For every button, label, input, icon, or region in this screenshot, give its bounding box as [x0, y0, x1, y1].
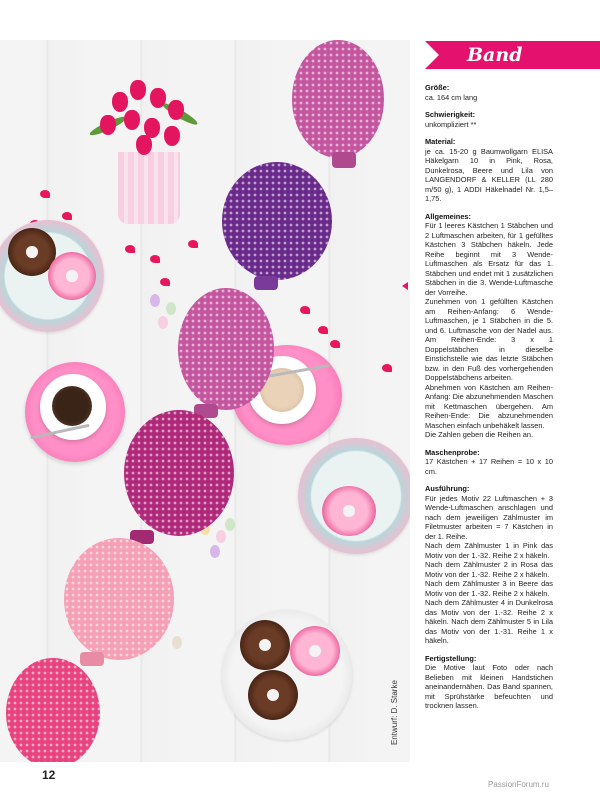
section-paragraph: ca. 164 cm lang	[425, 92, 478, 102]
petal	[330, 340, 340, 348]
section-paragraph: Die Motive laut Foto oder nach Belieben mit kleinen Handstichen aneinandernähen. Das Band spannen, mit Sprühstärke befeuchten und trocknen lassen.	[425, 663, 553, 710]
pink-donut	[48, 252, 96, 300]
easter-egg	[216, 530, 226, 543]
page-number: 12	[42, 768, 56, 782]
tulip	[168, 100, 184, 120]
easter-egg	[150, 294, 160, 307]
instructions-column	[425, 83, 553, 719]
section-paragraph: Für 1 leeres Kästchen 1 Stäbchen und 2 Luftmaschen arbeiten, für 1 gefülltes Kästchen 3 Stäbchen häkeln. Jede Reihe beginnt mit 3 Wende-Luftmaschen als Ersatz für das 1. Stäbchen und endet mit 1 zusätzlichen Stäbchen in die 3. Wende-Luftmasche der Vorreihe.	[425, 221, 553, 297]
petal	[150, 255, 160, 263]
instruction-section	[425, 654, 553, 711]
section-title: Größe:	[425, 83, 450, 92]
section-body	[425, 120, 553, 130]
crochet-motif-pink	[6, 658, 100, 762]
easter-egg	[158, 316, 168, 329]
easter-egg	[225, 518, 235, 531]
crochet-motif-lila	[222, 162, 332, 280]
crochet-link	[332, 152, 356, 168]
section-paragraph: Nach dem Zählmuster 3 in Beere das Motiv von der 1.-32. Reihe 2 x häkeln.	[425, 579, 553, 598]
easter-egg	[166, 302, 176, 315]
section-paragraph: Nach dem Zählmuster 2 in Rosa das Motiv von der 1.-32. Reihe 2 x häkeln.	[425, 560, 553, 579]
pink-donut	[322, 486, 376, 536]
crochet-link	[80, 652, 104, 666]
product-photo	[0, 40, 410, 762]
tulip	[130, 80, 146, 100]
pink-donut	[290, 626, 340, 676]
watermark: PassionForum.ru	[488, 780, 549, 789]
instruction-section	[425, 212, 553, 440]
instruction-section	[425, 137, 553, 204]
tulip	[100, 115, 116, 135]
section-paragraph: unkompliziert **	[425, 119, 477, 129]
section-body	[425, 663, 553, 711]
chocolate-donut	[240, 620, 290, 670]
page-title: Band	[467, 44, 523, 66]
easter-egg	[172, 636, 182, 649]
petal	[62, 212, 72, 220]
section-paragraph: je ca. 15-20 g Baumwollgarn ELISA Häkelgarn 10 in Pink, Rosa, Dunkelrosa, Beere und Lila von LANGENDORF & KELLER (LL 280 m/50 g), 1 ADDI Häkelnadel Nr. 1,5–1,75.	[425, 146, 553, 203]
petal	[40, 190, 50, 198]
instruction-section	[425, 110, 553, 129]
section-paragraph: Nach dem Zählmuster 4 in Dunkelrosa das Motiv von der 1.-32. Reihe 2 x häkeln. Nach dem Zählmuster 5 in Lila das Motiv von der 1.-31. Reihe 1 x häkeln.	[425, 598, 553, 645]
crochet-motif-dunkelrosa	[178, 288, 274, 410]
section-paragraph: Nach dem Zählmuster 1 in Pink das Motiv von der 1.-32. Reihe 2 x häkeln.	[425, 541, 553, 560]
petal	[160, 278, 170, 286]
tulip	[164, 126, 180, 146]
tulip	[124, 110, 140, 130]
section-paragraph: Zunehmen von 1 gefüllten Kästchen am Reihen-Anfang: 6 Wende-Luftmaschen, je 1 Stäbchen in die 5. und 6. Luftmasche von der Nadel aus. Am Reihen-Ende: 3 x 1 Doppelstäbchen in dieselbe Einstichstelle wie das letzte Stäbchen bzw. in den Fuß des vorhergehenden Doppelstäbchens arbeiten.	[425, 297, 553, 382]
section-body	[425, 457, 553, 476]
tulip	[112, 92, 128, 112]
section-paragraph: Die Zahlen geben die Reihen an.	[425, 430, 534, 439]
section-body	[425, 93, 553, 103]
section-title: Fertigstellung:	[425, 653, 477, 663]
crochet-motif-beere	[124, 410, 234, 536]
vase	[118, 152, 180, 224]
crochet-link	[254, 276, 278, 290]
section-title: Schwierigkeit:	[425, 110, 476, 119]
petal	[188, 240, 198, 248]
crochet-motif-rosa	[64, 538, 174, 660]
section-paragraph: Für jedes Motiv 22 Luftmaschen + 3 Wende-Luftmaschen anschlagen und nach dem jeweiligen Zählmuster im Filetmuster arbeiten = 7 Kästchen in der 1. Reihe.	[425, 493, 553, 541]
petal	[300, 306, 310, 314]
section-title: Maschenprobe:	[425, 447, 480, 457]
photo-credit: Entwurf: D. Starke	[390, 680, 399, 745]
section-body	[425, 147, 553, 204]
chocolate-donut	[248, 670, 298, 720]
instruction-section	[425, 484, 553, 646]
section-title: Allgemeines:	[425, 211, 472, 221]
crochet-motif-dunkelrosa	[292, 40, 384, 158]
petal	[125, 245, 135, 253]
section-paragraph: Abnehmen von Kästchen am Reihen-Anfang: Die abzunehmenden Maschen mit Kettmaschen übergehen. Am Reihen-Ende: Die abzunehmenden Maschen einfach unbehäkelt lassen.	[425, 382, 553, 430]
instruction-section	[425, 83, 553, 102]
tulip	[150, 88, 166, 108]
section-body	[425, 221, 553, 440]
instruction-section	[425, 448, 553, 477]
section-body	[425, 494, 553, 646]
petal	[382, 364, 392, 372]
petal	[318, 326, 328, 334]
easter-egg	[210, 545, 220, 558]
section-title: Ausführung:	[425, 484, 470, 493]
section-title: Material:	[425, 137, 456, 146]
column-marker-icon	[402, 282, 408, 290]
section-paragraph: 17 Kästchen + 17 Reihen = 10 x 10 cm.	[425, 457, 553, 476]
coffee	[52, 386, 92, 426]
tulip	[136, 135, 152, 155]
